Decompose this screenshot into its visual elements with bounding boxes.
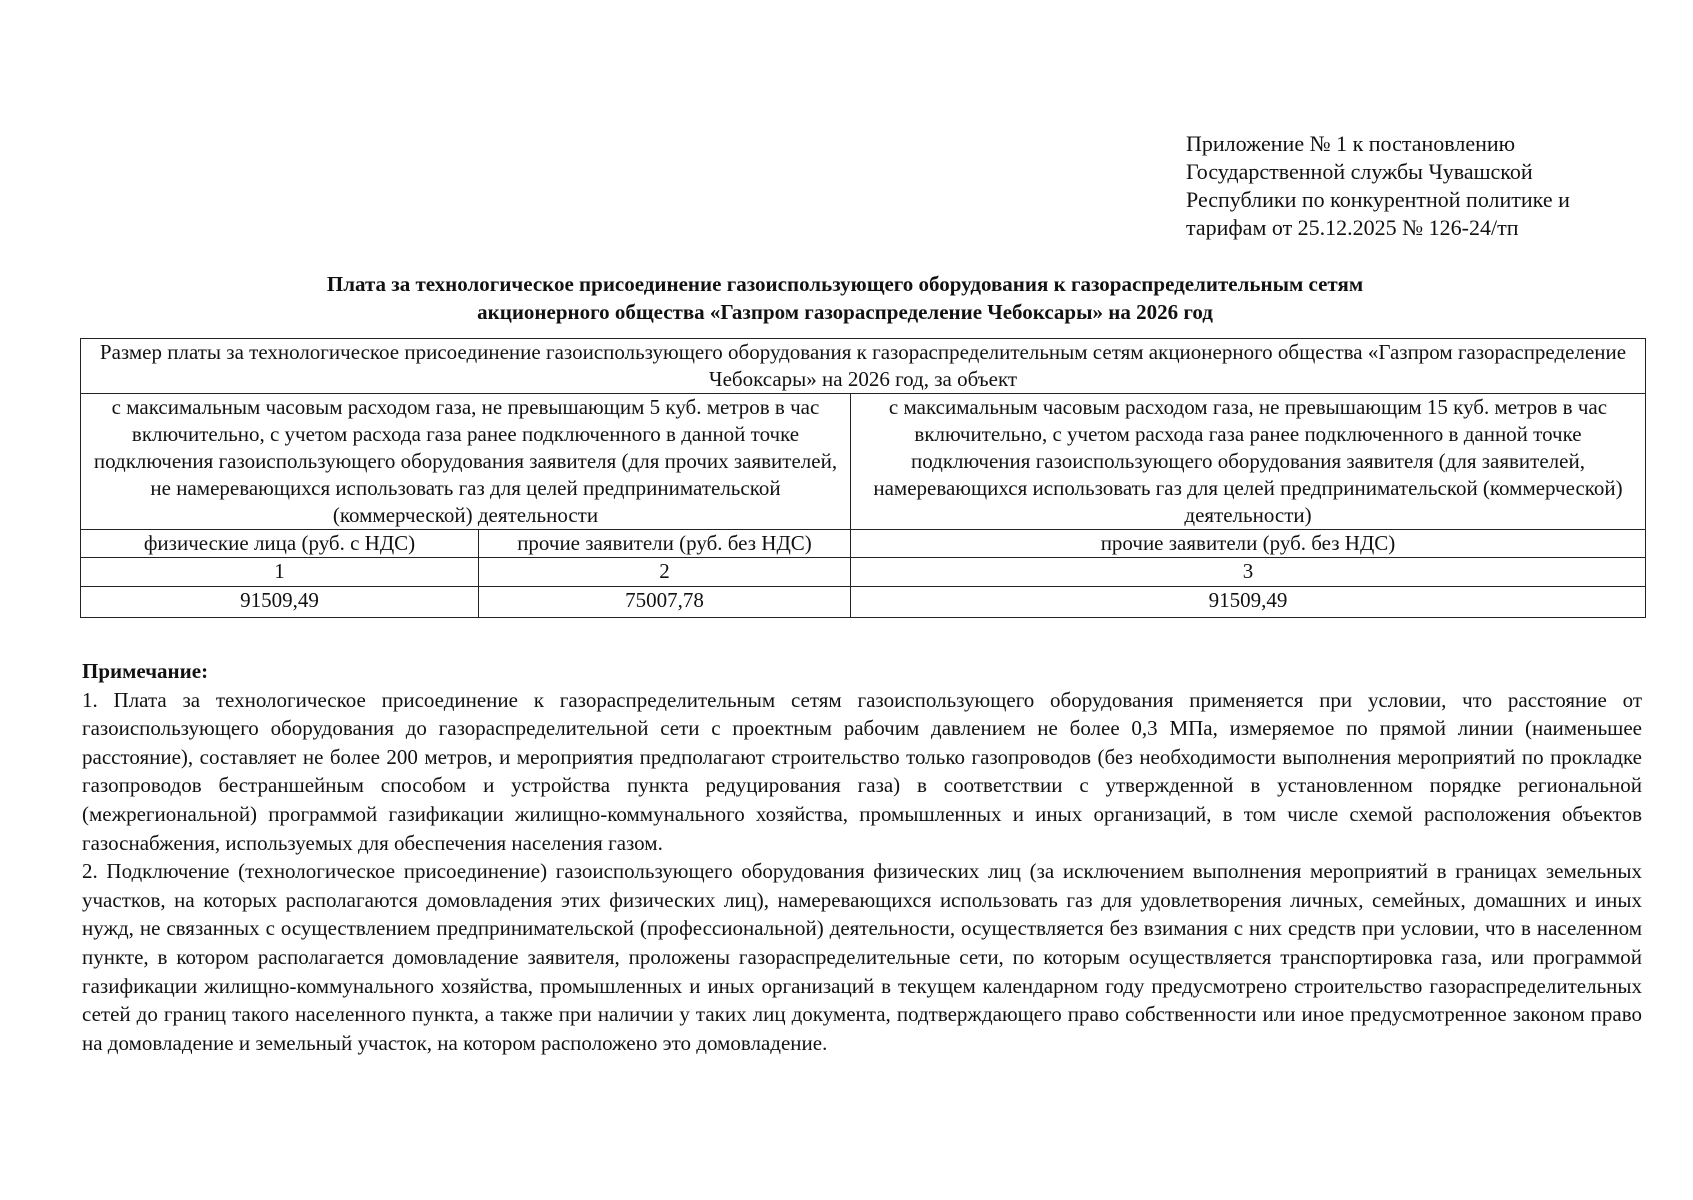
table-value-row [81, 587, 1646, 618]
title-line-1: Плата за технологическое присоединение газоиспользующего оборудования к газораспределительным сетям [326, 272, 1364, 296]
table-group-row [81, 394, 1646, 530]
column-number: 2 [479, 558, 851, 587]
notes-title: Примечание: [82, 659, 209, 683]
column-number: 1 [81, 558, 479, 587]
appendix-line: тарифам от 25.12.2025 № 126-24/тп [1186, 215, 1519, 240]
appendix-line: Приложение № 1 к постановлению [1186, 131, 1516, 156]
note-item-1: 1. Плата за технологическое присоединение к газораспределительным сетям газоиспользующего оборудования применяется при условии, что расстояние от газоиспользующего оборудования до газораспределительной сети с проектным рабочим давлением не более 0,3 МПа, измеряемое по прямой линии (наименьшее расстояние), составляет не более 200 метров, и мероприятия предполагают строительство только газопроводов (без необходимости выполнения мероприятий по прокладке газопроводов бестраншейным способом и устройства пункта редуцирования газа) в соответствии с утвержденной в установленном порядке региональной (межрегиональной) программой газификации жилищно-коммунального хозяйства, промышленных и иных организаций, в том числе схемой расположения объектов газоснабжения, используемых для обеспечения населения газом. [82, 687, 1642, 855]
fee-value: 91509,49 [851, 587, 1646, 618]
table-header-row [81, 339, 1646, 394]
column-header-other-applicants-commercial: прочие заявители (руб. без НДС) [851, 530, 1646, 558]
table-header-cell: Размер платы за технологическое присоединение газоиспользующего оборудования к газораспределительным сетям акционерного общества «Газпром газораспределение Чебоксары» на 2026 год, за объект [81, 339, 1646, 394]
fee-table [80, 338, 1646, 618]
appendix-line: Республики по конкурентной политике и [1186, 187, 1570, 212]
table-number-row [81, 558, 1646, 587]
fee-value: 75007,78 [479, 587, 851, 618]
group-header-right: с максимальным часовым расходом газа, не превышающим 15 куб. метров в час включительно, с учетом расхода газа ранее подключенного в данной точке подключения газоиспользующего оборудования заявителя (для заявителей, намеревающихся использовать газ для целей предпринимательской (коммерческой) деятельности) [851, 394, 1646, 530]
appendix-line: Государственной службы Чувашской [1186, 159, 1533, 184]
group-header-left: с максимальным часовым расходом газа, не превышающим 5 куб. метров в час включительно, с учетом расхода газа ранее подключенного в данной точке подключения газоиспользующего оборудования заявителя (для прочих заявителей, не намеревающихся использовать газ для целей предпринимательской (коммерческой) деятельности [81, 394, 851, 530]
notes-section [82, 657, 1642, 1057]
appendix-reference [1186, 130, 1656, 242]
column-header-other-applicants: прочие заявители (руб. без НДС) [479, 530, 851, 558]
column-header-individuals: физические лица (руб. с НДС) [81, 530, 479, 558]
title-line-2: акционерного общества «Газпром газораспределение Чебоксары» на 2026 год [477, 300, 1213, 324]
fee-value: 91509,49 [81, 587, 479, 618]
document-title [80, 270, 1610, 326]
note-item-2: 2. Подключение (технологическое присоединение) газоиспользующего оборудования физических лиц (за исключением выполнения мероприятий в границах земельных участков, на которых располагаются домовладения этих физических лиц), намеревающихся использовать газ для удовлетворения личных, семейных, домашних и иных нужд, не связанных с осуществлением предпринимательской (профессиональной) деятельности, осуществляется без взимания с них средств при условии, что в населенном пункте, в котором располагается домовладение заявителя, проложены газораспределительные сети, по которым осуществляется транспортировка газа, или программой газификации жилищно-коммунального хозяйства, промышленных и иных организаций в текущем календарном году предусмотрено строительство газораспределительных сетей до границ такого населенного пункта, а также при наличии у таких лиц документа, подтверждающего право собственности или иное предусмотренное законом право на домовладение и земельный участок, на котором расположено это домовладение. [82, 859, 1642, 1055]
column-number: 3 [851, 558, 1646, 587]
table-column-row [81, 530, 1646, 558]
